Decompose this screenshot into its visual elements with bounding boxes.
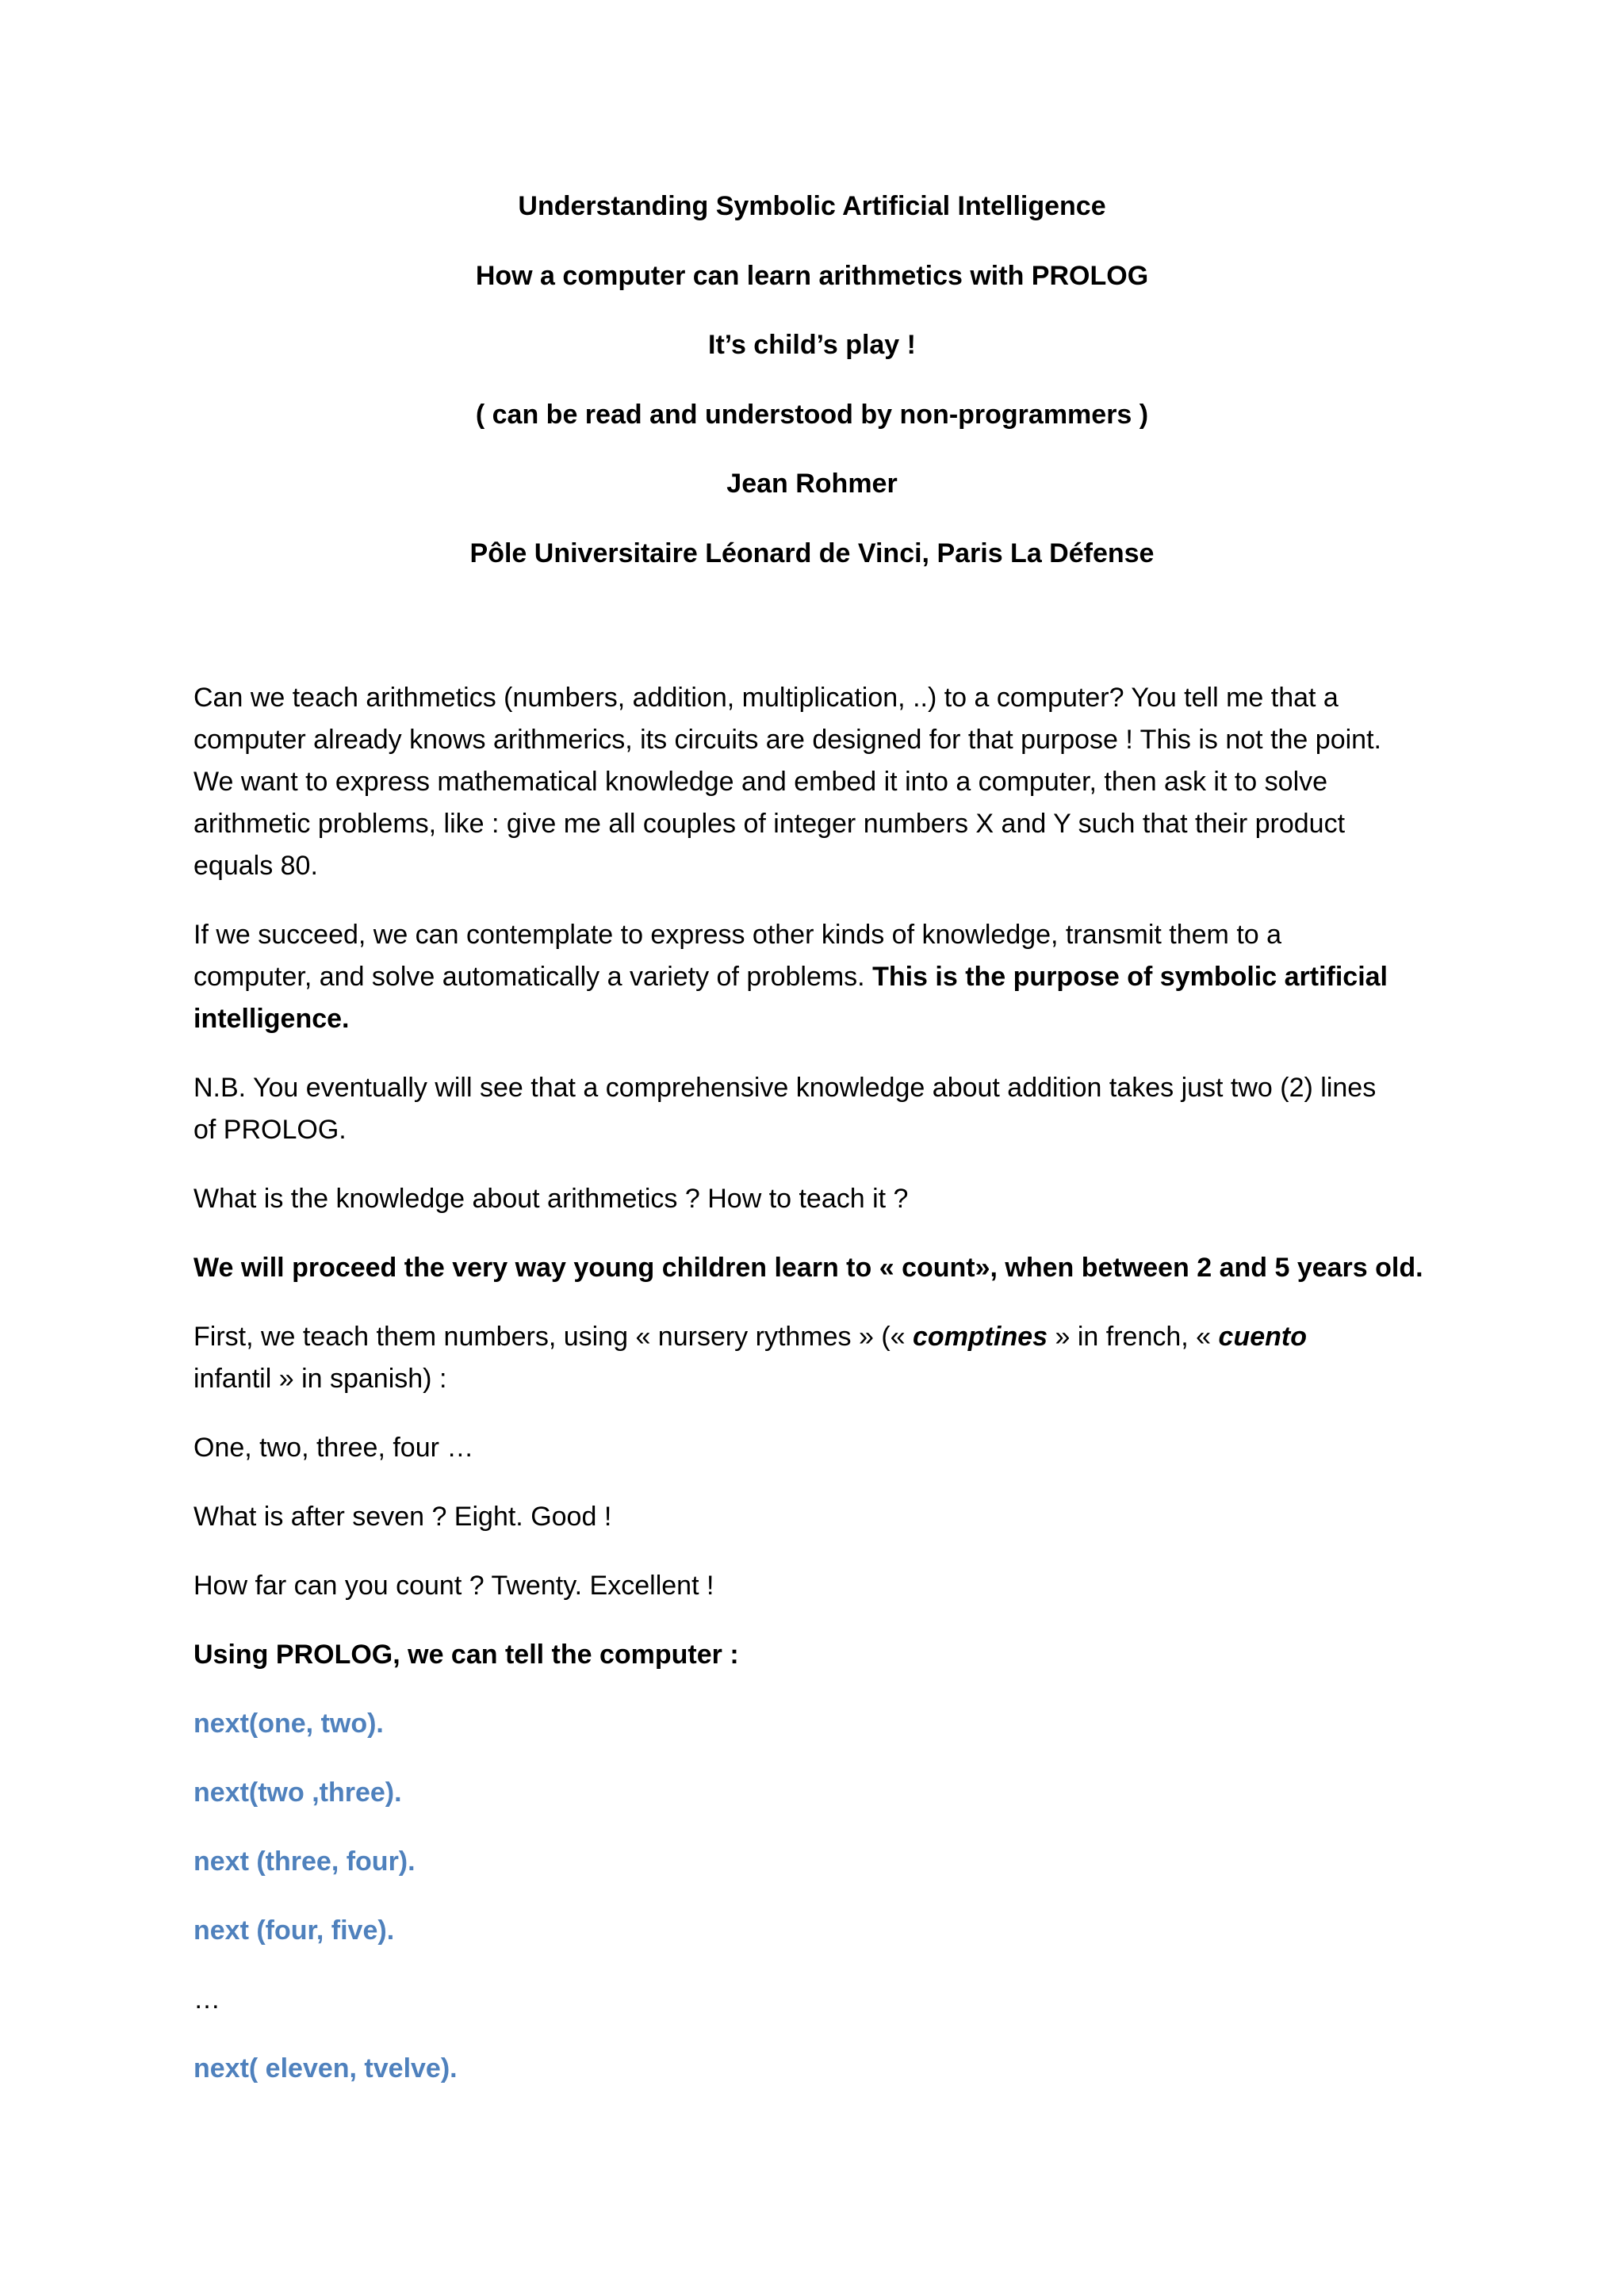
paragraph-after-seven: What is after seven ? Eight. Good ! [193, 1502, 612, 1532]
code-line: next( eleven, tvelve). [193, 2053, 458, 2084]
code-line: next(one, two). [193, 1709, 384, 1739]
emphasis-comptines: comptines [913, 1322, 1048, 1352]
code-ellipsis: … [193, 1984, 220, 2015]
paragraph-text: First, we teach them numbers, using « nursery rythmes » (« [193, 1322, 914, 1352]
paragraph-prolog-intro: Using PROLOG, we can tell the computer : [193, 1640, 739, 1670]
author-name: Jean Rohmer [726, 469, 898, 499]
document-tagline: It’s child’s play ! [708, 330, 916, 360]
emphasis-cuento: cuento [1218, 1322, 1307, 1352]
paragraph-purpose [193, 914, 1431, 1040]
paragraph-line [193, 956, 1431, 998]
title-block [0, 189, 1624, 605]
document-subtitle: How a computer can learn arithmetics with PROLOG [475, 260, 1149, 291]
paragraph-line: We want to express mathematical knowledge and embed it into a computer, then ask it to solve [193, 767, 1328, 797]
paragraph-line: infantil » in spanish) : [193, 1364, 447, 1394]
code-line: next (four, five). [193, 1915, 395, 1946]
paragraph-line: equals 80. [193, 851, 318, 881]
paragraph-text: » in french, « [1048, 1322, 1219, 1352]
paragraph-text: computer, and solve automatically a variety of problems. [193, 962, 873, 992]
code-line: next(two ,three). [193, 1777, 402, 1808]
paragraph-nb [193, 1067, 1431, 1151]
purpose-statement: intelligence. [193, 1004, 350, 1034]
paragraph-line: Can we teach arithmetics (numbers, addition, multiplication, ..) to a computer? You tell me that a [193, 683, 1339, 713]
paragraph-count: One, two, three, four … [193, 1433, 474, 1463]
document-body [193, 677, 1431, 2117]
paragraph-line: If we succeed, we can contemplate to express other kinds of knowledge, transmit them to a [193, 920, 1282, 950]
paragraph-line: N.B. You eventually will see that a comprehensive knowledge about addition takes just two (2) lines [193, 1073, 1377, 1103]
document-title: Understanding Symbolic Artificial Intelligence [518, 191, 1106, 221]
paragraph-intro [193, 677, 1431, 887]
author-affiliation: Pôle Universitaire Léonard de Vinci, Paris La Défense [469, 538, 1155, 568]
paragraph-line: of PROLOG. [193, 1115, 347, 1145]
paragraph-nursery [193, 1316, 1431, 1400]
paragraph-line [193, 1316, 1431, 1358]
purpose-statement: This is the purpose of symbolic artificial [872, 962, 1388, 992]
paragraph-method: We will proceed the very way young children learn to « count», when between 2 and 5 years old. [193, 1253, 1423, 1283]
paragraph-line: arithmetic problems, like : give me all couples of integer numbers X and Y such that their product [193, 809, 1346, 839]
audience-note: ( can be read and understood by non-programmers ) [475, 399, 1149, 430]
paragraph-line: computer already knows arithmerics, its circuits are designed for that purpose ! This is not the point. [193, 725, 1381, 755]
paragraph-question: What is the knowledge about arithmetics ? How to teach it ? [193, 1184, 909, 1214]
code-line: next (three, four). [193, 1846, 416, 1877]
paragraph-how-far: How far can you count ? Twenty. Excellent ! [193, 1571, 714, 1601]
